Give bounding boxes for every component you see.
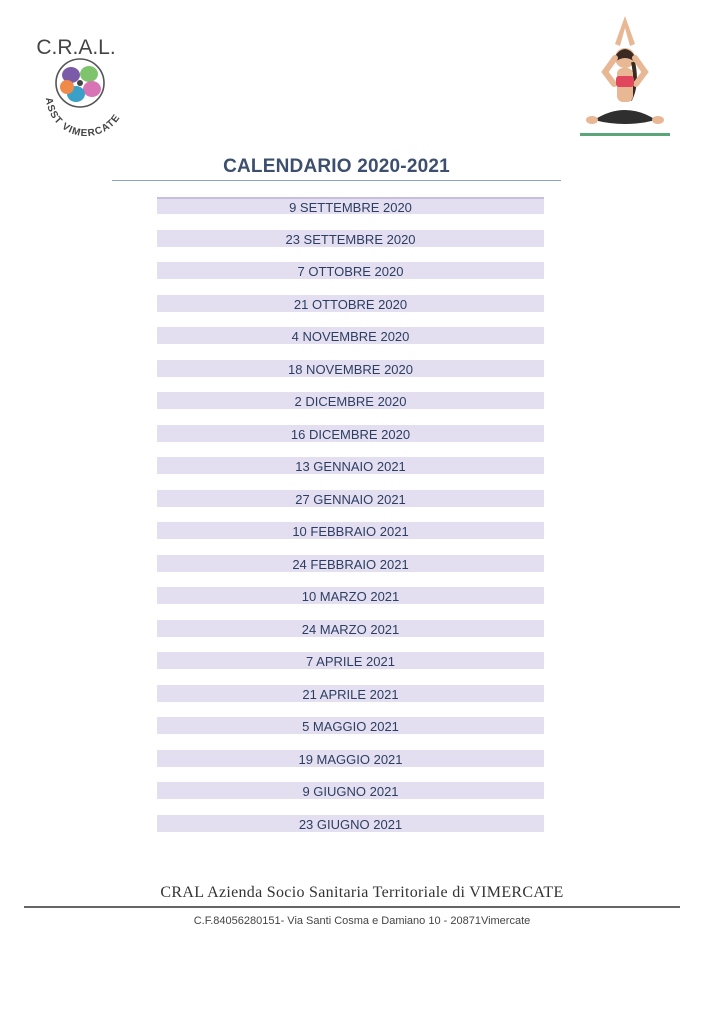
- date-row: 13 GENNAIO 2021: [157, 457, 544, 474]
- date-row: 16 DICEMBRE 2020: [157, 425, 544, 442]
- date-row: 23 GIUGNO 2021: [157, 815, 544, 832]
- date-row: 4 NOVEMBRE 2020: [157, 327, 544, 344]
- date-row: 7 OTTOBRE 2020: [157, 262, 544, 279]
- date-row: 5 MAGGIO 2021: [157, 717, 544, 734]
- footer-address: C.F.84056280151- Via Santi Cosma e Damiano 10 - 20871Vimercate: [193, 915, 531, 927]
- page-title: CALENDARIO 2020-2021: [223, 156, 450, 177]
- date-row: 9 GIUGNO 2021: [157, 782, 544, 799]
- green-ground-line: [580, 133, 670, 136]
- date-row: 7 APRILE 2021: [157, 652, 544, 669]
- date-row: 18 NOVEMBRE 2020: [157, 360, 544, 377]
- yoga-woman-illustration: [578, 14, 672, 139]
- date-row: 2 DICEMBRE 2020: [157, 392, 544, 409]
- date-row: 23 SETTEMBRE 2020: [157, 230, 544, 247]
- date-row: 27 GENNAIO 2021: [157, 490, 544, 507]
- date-row: 19 MAGGIO 2021: [157, 750, 544, 767]
- title-underline: [112, 180, 561, 181]
- date-row: 21 OTTOBRE 2020: [157, 295, 544, 312]
- date-row: 10 MARZO 2021: [157, 587, 544, 604]
- footer-divider: [24, 906, 680, 908]
- cral-logo: [28, 26, 138, 136]
- logo-subtitle: ASST VIMERCATE: [42, 96, 123, 136]
- date-row: 10 FEBBRAIO 2021: [157, 522, 544, 539]
- date-row: 24 MARZO 2021: [157, 620, 544, 637]
- date-row: 24 FEBBRAIO 2021: [157, 555, 544, 572]
- date-list: [157, 197, 544, 847]
- date-row: 21 APRILE 2021: [157, 685, 544, 702]
- logo-title: C.R.A.L.: [36, 36, 116, 59]
- date-row: 9 SETTEMBRE 2020: [157, 197, 544, 214]
- footer-organization: CRAL Azienda Socio Sanitaria Territoriale di VIMERCATE: [160, 884, 564, 901]
- flower-icon: [60, 66, 101, 102]
